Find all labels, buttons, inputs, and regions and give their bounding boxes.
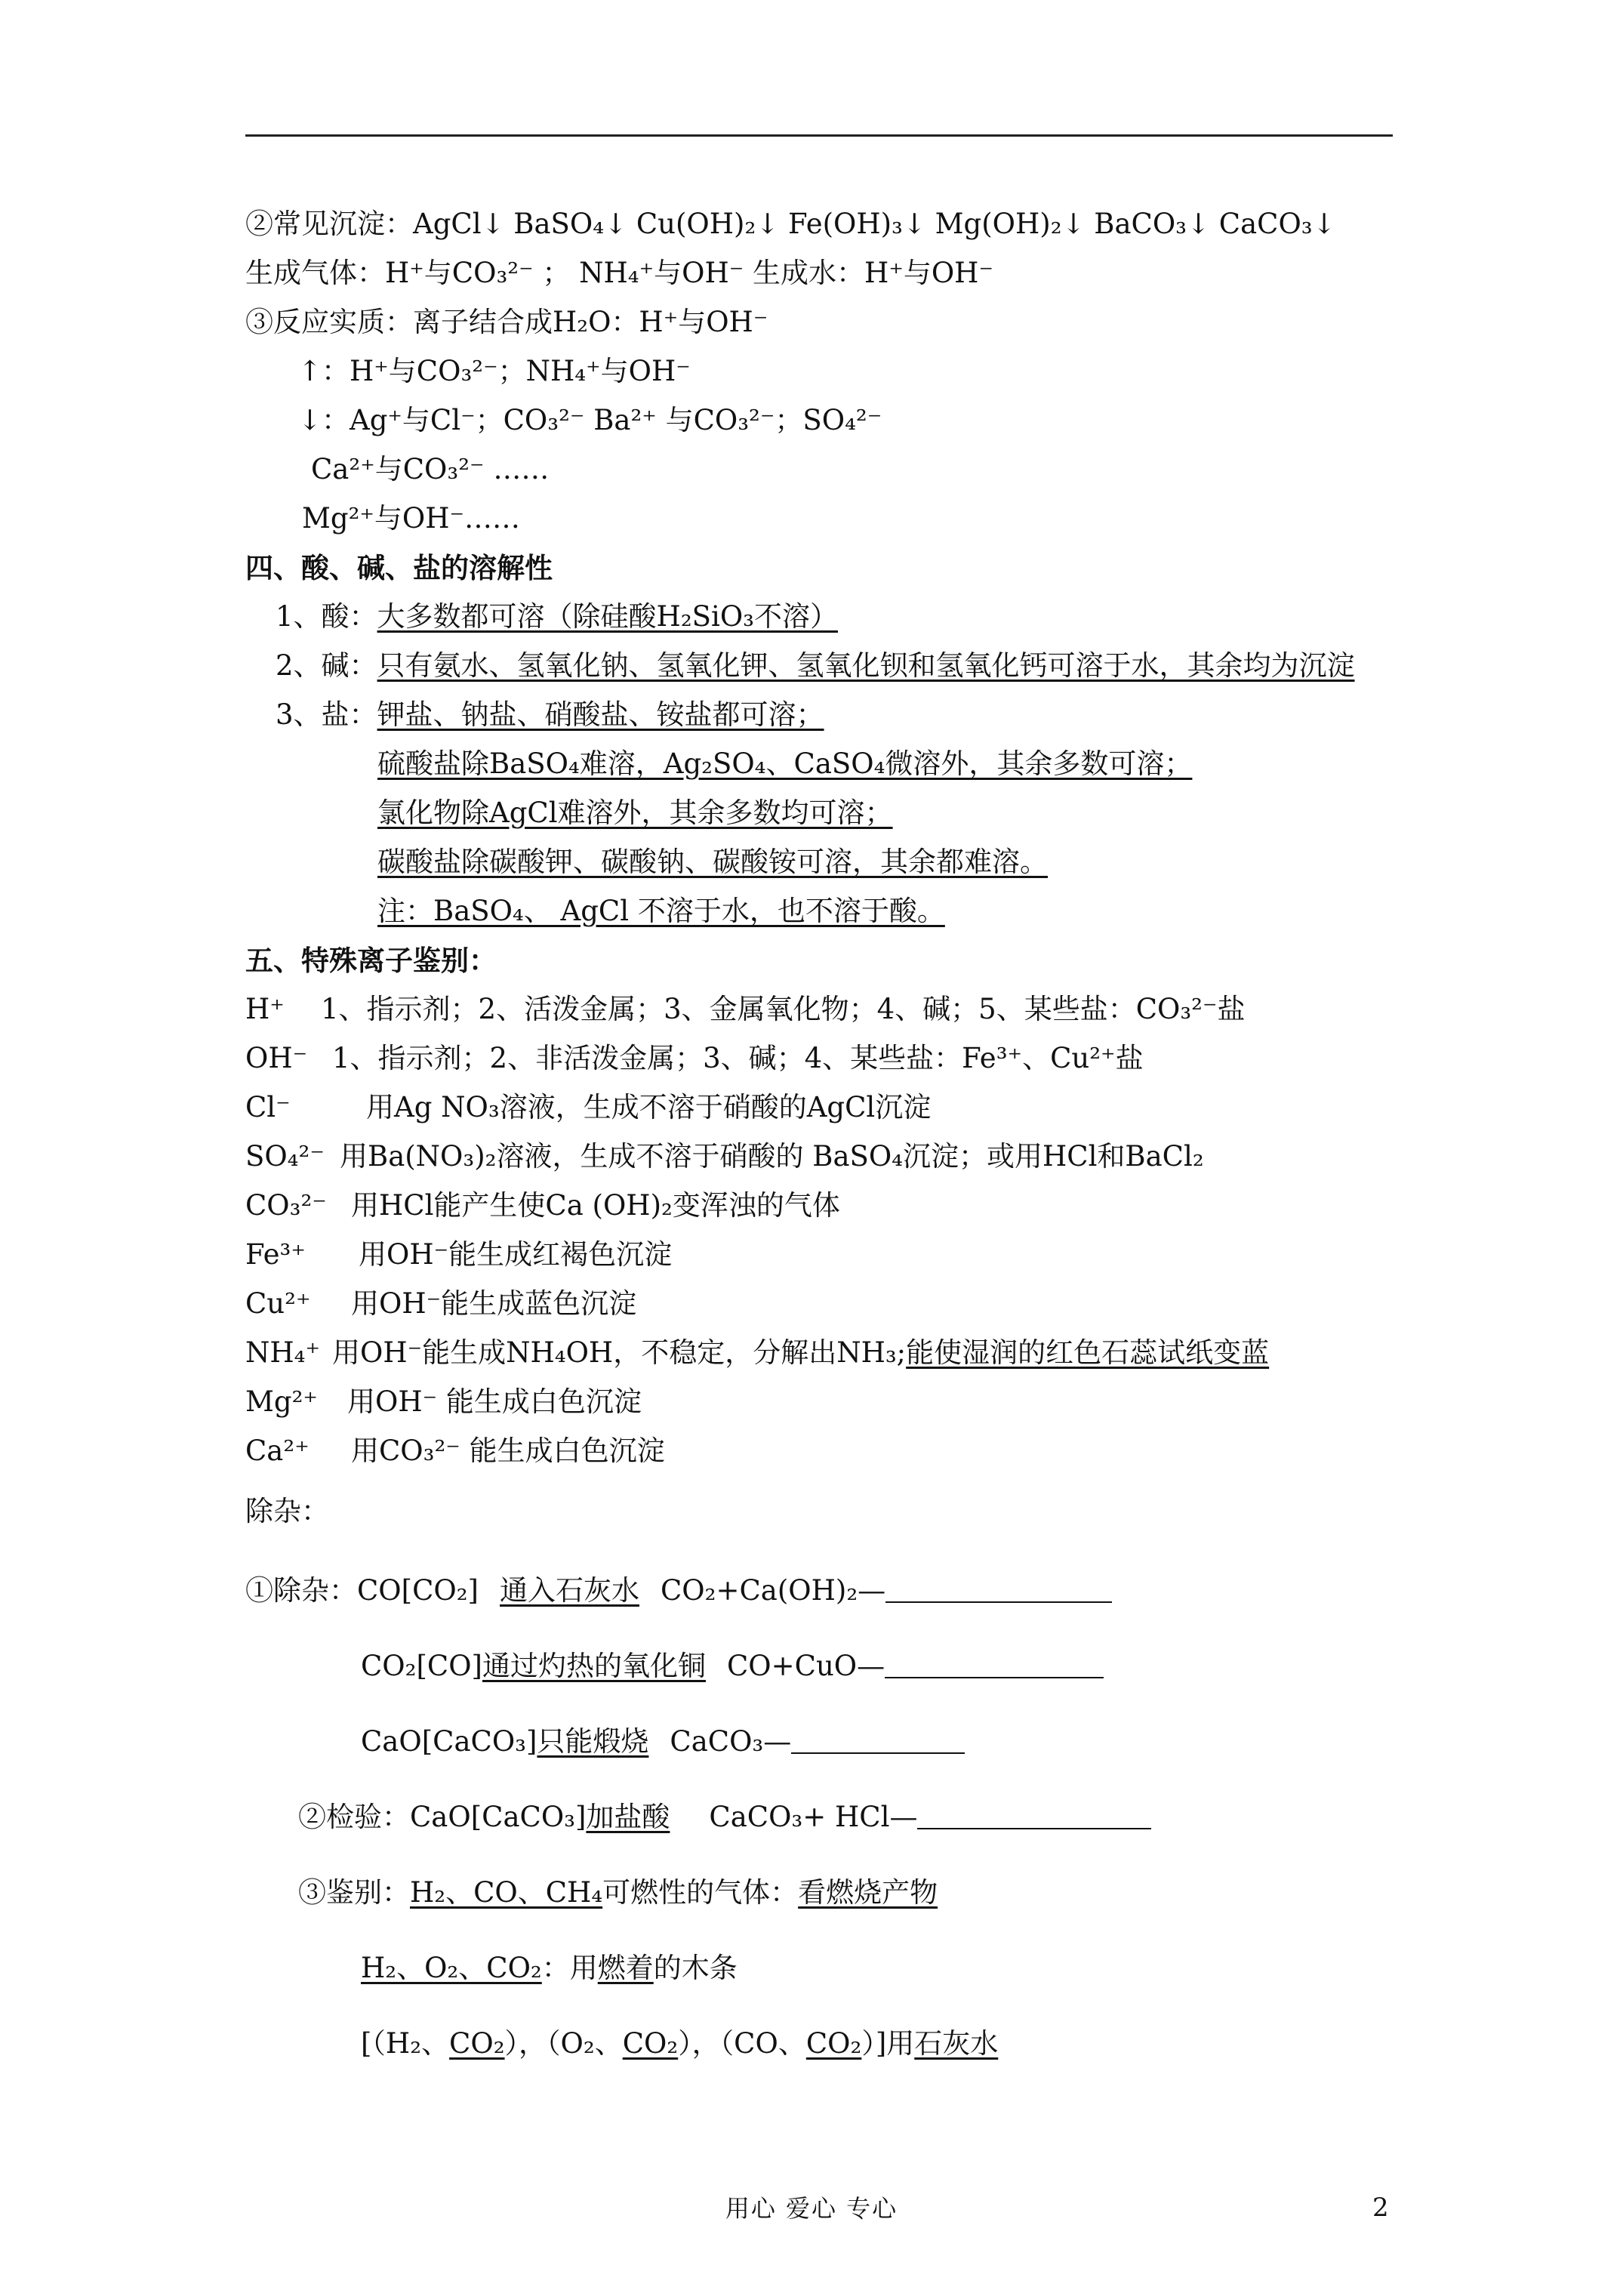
- co2-a: CO₂: [449, 2027, 505, 2060]
- method: 看燃烧产物: [798, 1876, 938, 1909]
- identify-gases: [361, 1949, 738, 1987]
- equation: CO₂+Ca(OH)₂—: [661, 1574, 886, 1607]
- desc: 用OH⁻能生成红褐色沉淀: [359, 1238, 673, 1271]
- ion-row-oh: [245, 1040, 1144, 1077]
- sep-b: ），（O₂、: [504, 2027, 623, 2060]
- solubility-salt: [276, 696, 824, 734]
- answer-blank[interactable]: [885, 1651, 1104, 1678]
- header-rule: [245, 134, 1393, 137]
- page-number: 2: [1372, 2193, 1389, 2223]
- co2-c: CO₂: [805, 2027, 862, 2060]
- answer-blank[interactable]: [885, 1576, 1112, 1603]
- text: 大多数都可溶（除硅酸H₂SiO₃不溶）: [377, 600, 838, 633]
- footer-motto: 用心 爱心 专心: [725, 2194, 898, 2223]
- desc: 用Ag NO₃溶液，生成不溶于硝酸的AgCl沉淀: [366, 1091, 932, 1123]
- method: 通入石灰水: [500, 1574, 639, 1607]
- sep-c: ），（CO、: [678, 2027, 806, 2060]
- method: 加盐酸: [586, 1801, 670, 1833]
- ion: H⁺: [245, 993, 285, 1025]
- method: 燃着: [597, 1952, 654, 1984]
- ion: OH⁻: [245, 1042, 308, 1074]
- desc: 用CO₃²⁻ 能生成白色沉淀: [351, 1435, 665, 1467]
- solubility-carbonate: 碳酸盐除碳酸钾、碳酸钠、碳酸铵可溶，其余都难溶。: [377, 846, 1048, 878]
- end: 的木条: [653, 1952, 738, 1984]
- label: 1、酸：: [276, 600, 377, 633]
- desc: 用Ba(NO₃)₂溶液，生成不溶于硝酸的 BaSO₄沉淀；或用HCl和BaCl₂: [340, 1140, 1204, 1173]
- label: ③鉴别：: [298, 1876, 410, 1909]
- line-ca-ions: Ca²⁺与CO₃²⁻ ……: [311, 453, 550, 485]
- ion: Cl⁻: [245, 1091, 291, 1123]
- removal-co2: [361, 1647, 1104, 1685]
- identify-combustible: [298, 1874, 938, 1912]
- ion: SO₄²⁻: [245, 1140, 325, 1173]
- answer-blank[interactable]: [791, 1727, 965, 1754]
- equation: CaCO₃+ HCl—: [709, 1801, 918, 1833]
- removal-co: [245, 1572, 1112, 1610]
- test-cao: [298, 1798, 1151, 1836]
- desc: 用OH⁻ 能生成白色沉淀: [347, 1385, 642, 1418]
- desc: 用HCl能产生使Ca (OH)₂变浑浊的气体: [351, 1189, 840, 1222]
- solubility-note: 注：BaSO₄、 AgCl 不溶于水，也不溶于酸。: [377, 895, 945, 927]
- ion: Cu²⁺: [245, 1287, 311, 1320]
- desc: 用OH⁻能生成NH₄OH，不稳定，分解出NH₃;: [332, 1336, 907, 1369]
- ion: Mg²⁺: [245, 1385, 318, 1418]
- mid: 可燃性的气体：: [602, 1876, 799, 1909]
- solubility-acid: [276, 598, 838, 636]
- ion: CO₃²⁻: [245, 1189, 327, 1222]
- solubility-base: [276, 647, 1355, 685]
- ion: Ca²⁺: [245, 1435, 310, 1467]
- method: 通过灼热的氧化铜: [482, 1650, 706, 1682]
- identify-co2-pairs: [361, 2025, 998, 2063]
- label: ①除杂：CO[CO₂]: [245, 1574, 479, 1607]
- label: CO₂[CO]: [361, 1650, 482, 1682]
- heading-solubility: 四、酸、碱、盐的溶解性: [245, 551, 553, 584]
- gases: H₂、CO、CH₄: [410, 1876, 603, 1909]
- answer-blank[interactable]: [917, 1802, 1151, 1829]
- heading-impurity-removal: 除杂：: [245, 1495, 329, 1527]
- desc: 1、指示剂；2、活泼金属；3、金属氧化物；4、碱；5、某些盐：CO₃²⁻盐: [321, 993, 1246, 1025]
- ion-row-fe: [245, 1236, 672, 1274]
- ion-row-h: [245, 991, 1246, 1028]
- ion-row-nh4: [245, 1334, 1269, 1372]
- ion-row-so4: [245, 1138, 1204, 1176]
- gases: H₂、O₂、CO₂: [361, 1952, 542, 1984]
- ion-row-cl: [245, 1089, 931, 1126]
- line-gases: 生成气体：H⁺与CO₃²⁻ ； NH₄⁺与OH⁻ 生成水：H⁺与OH⁻: [245, 257, 993, 289]
- text: 只有氨水、氢氧化钠、氢氧化钾、氢氧化钡和氢氧化钙可溶于水，其余均为沉淀: [377, 649, 1355, 682]
- line-reaction-essence: ③反应实质：离子结合成H₂O：H⁺与OH⁻: [245, 306, 768, 338]
- ion-row-co3: [245, 1187, 840, 1225]
- solubility-chloride: 氯化物除AgCl难溶外，其余多数均可溶；: [377, 797, 893, 829]
- label: ②检验：CaO[CaCO₃]: [298, 1801, 587, 1833]
- line-precipitates: ②常见沉淀：AgCl↓ BaSO₄↓ Cu(OH)₂↓ Fe(OH)₃↓ Mg(OH)₂↓ BaCO₃↓ CaCO₃↓: [245, 208, 1336, 240]
- label: 3、盐：: [276, 698, 377, 731]
- line-mg-ions: Mg²⁺与OH⁻……: [302, 502, 521, 535]
- heading-ion-identification: 五、特殊离子鉴别：: [245, 944, 497, 977]
- method: 石灰水: [914, 2027, 999, 2060]
- desc: 1、指示剂；2、非活泼金属；3、碱；4、某些盐：Fe³⁺、Cu²⁺盐: [332, 1042, 1144, 1074]
- removal-cao: [361, 1723, 965, 1761]
- desc: 用OH⁻能生成蓝色沉淀: [351, 1287, 637, 1320]
- solubility-sulfate: 硫酸盐除BaSO₄难溶，Ag₂SO₄、CaSO₄微溶外，其余多数可溶；: [377, 747, 1193, 780]
- mid: ：用: [541, 1952, 598, 1984]
- ion: NH₄⁺: [245, 1336, 321, 1369]
- line-gas-ions: ↑：H⁺与CO₃²⁻；NH₄⁺与OH⁻: [298, 355, 691, 387]
- ion-row-ca: [245, 1432, 665, 1470]
- equation: CO+CuO—: [727, 1650, 885, 1682]
- text: 钾盐、钠盐、硝酸盐、铵盐都可溶；: [377, 698, 824, 731]
- ion-row-mg: [245, 1383, 642, 1421]
- ion: Fe³⁺: [245, 1238, 306, 1271]
- ion-row-cu: [245, 1285, 636, 1323]
- line-precip-ions: ↓：Ag⁺与Cl⁻；CO₃²⁻ Ba²⁺ 与CO₃²⁻；SO₄²⁻: [298, 404, 882, 436]
- equation: CaCO₃—: [670, 1725, 792, 1758]
- pre: [（H₂、: [361, 2027, 450, 2060]
- label: CaO[CaCO₃]: [361, 1725, 537, 1758]
- desc-underlined: 能使湿润的红色石蕊试纸变蓝: [906, 1336, 1270, 1369]
- sep-d: ）]用: [861, 2027, 915, 2060]
- method: 只能煅烧: [537, 1725, 649, 1758]
- co2-b: CO₂: [622, 2027, 679, 2060]
- label: 2、碱：: [276, 649, 377, 682]
